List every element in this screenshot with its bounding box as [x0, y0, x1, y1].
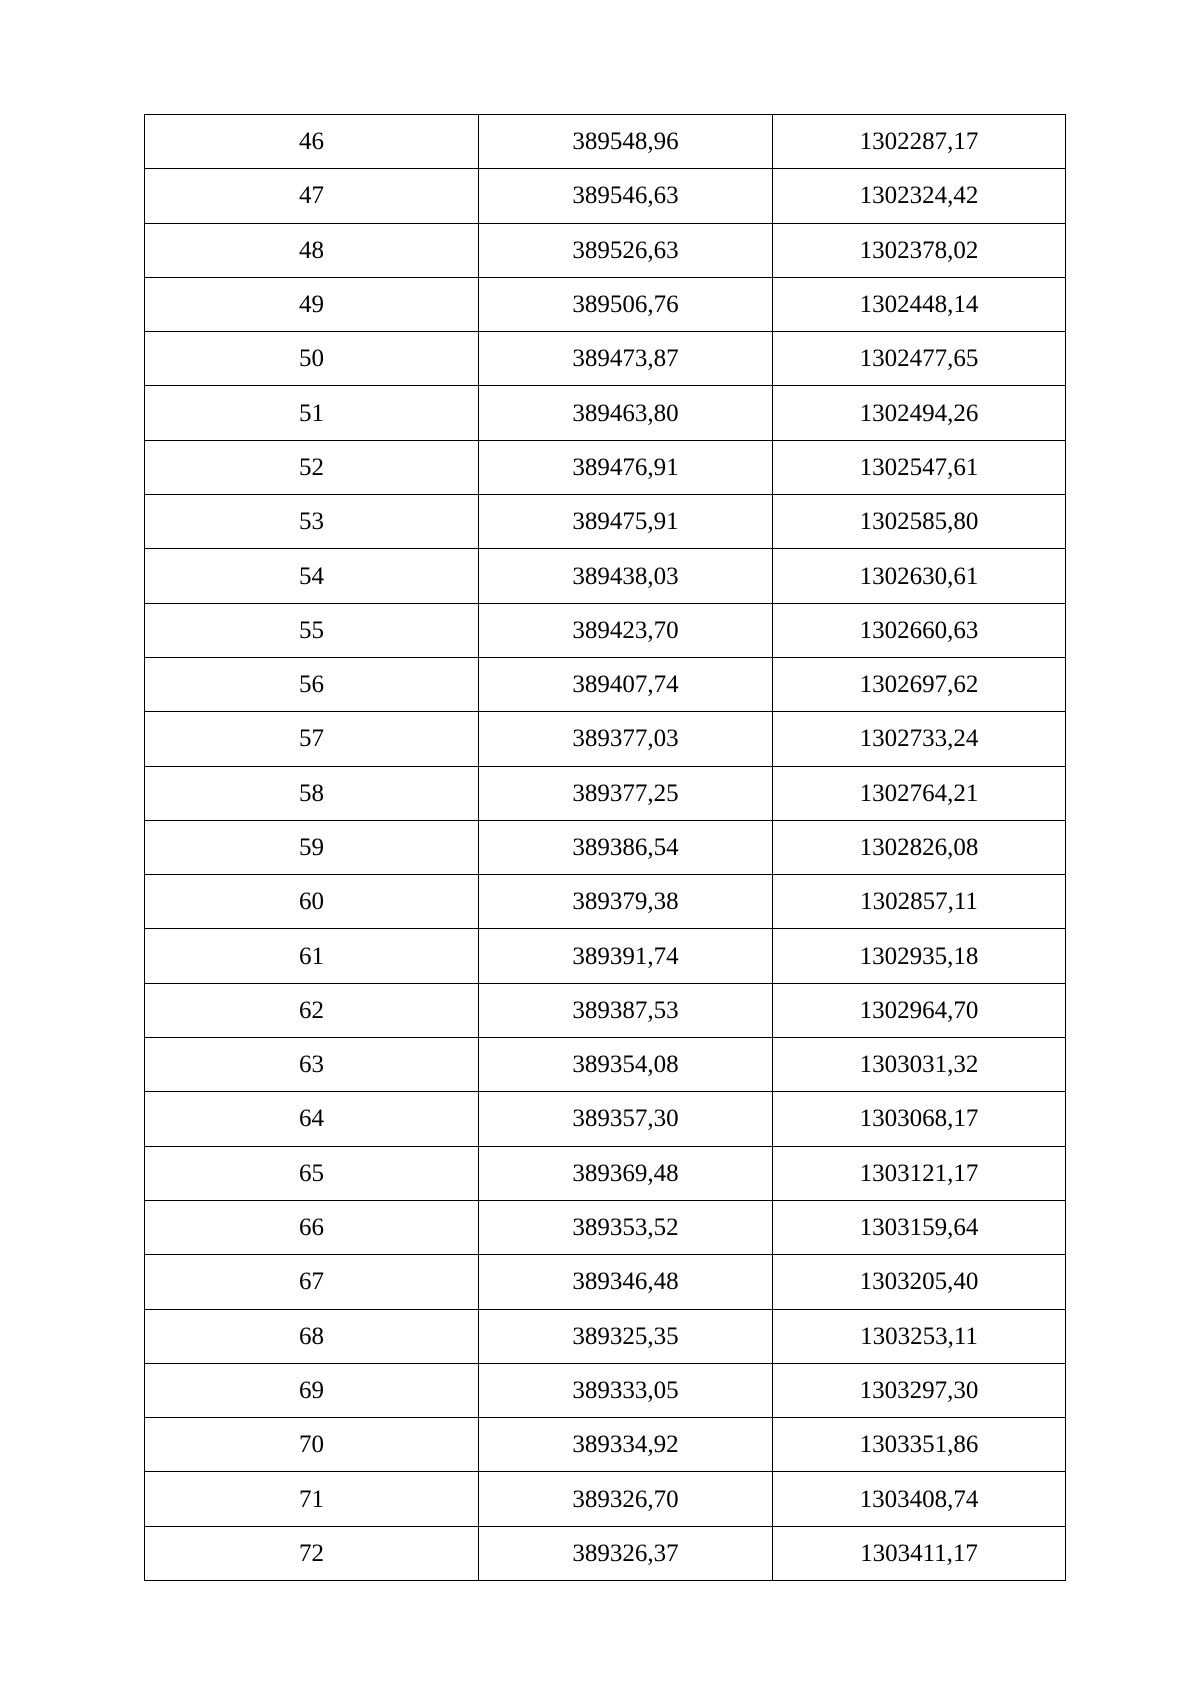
table-row — [145, 223, 1066, 277]
table-row — [145, 766, 1066, 820]
y-coordinate-cell: 1302448,14 — [773, 277, 1066, 331]
point-number-cell: 62 — [145, 983, 479, 1037]
coordinates-table-body — [145, 115, 1066, 1581]
point-number-cell: 72 — [145, 1526, 479, 1580]
x-coordinate-cell: 389377,03 — [479, 712, 773, 766]
y-coordinate-cell: 1302585,80 — [773, 495, 1066, 549]
x-coordinate-cell: 389369,48 — [479, 1146, 773, 1200]
y-coordinate-cell: 1302964,70 — [773, 983, 1066, 1037]
y-coordinate-cell: 1303159,64 — [773, 1200, 1066, 1254]
y-coordinate-cell: 1302660,63 — [773, 603, 1066, 657]
point-number-cell: 46 — [145, 115, 479, 169]
table-row — [145, 440, 1066, 494]
table-row — [145, 712, 1066, 766]
point-number-cell: 55 — [145, 603, 479, 657]
point-number-cell: 65 — [145, 1146, 479, 1200]
x-coordinate-cell: 389354,08 — [479, 1038, 773, 1092]
x-coordinate-cell: 389423,70 — [479, 603, 773, 657]
x-coordinate-cell: 389407,74 — [479, 657, 773, 711]
x-coordinate-cell: 389546,63 — [479, 169, 773, 223]
y-coordinate-cell: 1303205,40 — [773, 1255, 1066, 1309]
table-row — [145, 1472, 1066, 1526]
y-coordinate-cell: 1302477,65 — [773, 332, 1066, 386]
x-coordinate-cell: 389473,87 — [479, 332, 773, 386]
point-number-cell: 58 — [145, 766, 479, 820]
point-number-cell: 70 — [145, 1418, 479, 1472]
x-coordinate-cell: 389391,74 — [479, 929, 773, 983]
x-coordinate-cell: 389377,25 — [479, 766, 773, 820]
x-coordinate-cell: 389357,30 — [479, 1092, 773, 1146]
table-row — [145, 332, 1066, 386]
x-coordinate-cell: 389463,80 — [479, 386, 773, 440]
point-number-cell: 68 — [145, 1309, 479, 1363]
point-number-cell: 50 — [145, 332, 479, 386]
y-coordinate-cell: 1302287,17 — [773, 115, 1066, 169]
point-number-cell: 52 — [145, 440, 479, 494]
x-coordinate-cell: 389506,76 — [479, 277, 773, 331]
y-coordinate-cell: 1302764,21 — [773, 766, 1066, 820]
point-number-cell: 47 — [145, 169, 479, 223]
point-number-cell: 49 — [145, 277, 479, 331]
point-number-cell: 57 — [145, 712, 479, 766]
point-number-cell: 59 — [145, 820, 479, 874]
point-number-cell: 64 — [145, 1092, 479, 1146]
table-row — [145, 386, 1066, 440]
x-coordinate-cell: 389475,91 — [479, 495, 773, 549]
y-coordinate-cell: 1303068,17 — [773, 1092, 1066, 1146]
table-row — [145, 1363, 1066, 1417]
y-coordinate-cell: 1303411,17 — [773, 1526, 1066, 1580]
x-coordinate-cell: 389326,70 — [479, 1472, 773, 1526]
point-number-cell: 54 — [145, 549, 479, 603]
y-coordinate-cell: 1302935,18 — [773, 929, 1066, 983]
x-coordinate-cell: 389353,52 — [479, 1200, 773, 1254]
point-number-cell: 56 — [145, 657, 479, 711]
table-row — [145, 115, 1066, 169]
x-coordinate-cell: 389326,37 — [479, 1526, 773, 1580]
y-coordinate-cell: 1302630,61 — [773, 549, 1066, 603]
x-coordinate-cell: 389334,92 — [479, 1418, 773, 1472]
y-coordinate-cell: 1303408,74 — [773, 1472, 1066, 1526]
y-coordinate-cell: 1303031,32 — [773, 1038, 1066, 1092]
point-number-cell: 53 — [145, 495, 479, 549]
y-coordinate-cell: 1303351,86 — [773, 1418, 1066, 1472]
table-row — [145, 1092, 1066, 1146]
y-coordinate-cell: 1302378,02 — [773, 223, 1066, 277]
table-row — [145, 549, 1066, 603]
x-coordinate-cell: 389548,96 — [479, 115, 773, 169]
table-row — [145, 1038, 1066, 1092]
point-number-cell: 60 — [145, 875, 479, 929]
x-coordinate-cell: 389387,53 — [479, 983, 773, 1037]
point-number-cell: 66 — [145, 1200, 479, 1254]
table-row — [145, 875, 1066, 929]
y-coordinate-cell: 1303253,11 — [773, 1309, 1066, 1363]
table-row — [145, 169, 1066, 223]
point-number-cell: 61 — [145, 929, 479, 983]
x-coordinate-cell: 389526,63 — [479, 223, 773, 277]
y-coordinate-cell: 1302733,24 — [773, 712, 1066, 766]
x-coordinate-cell: 389379,38 — [479, 875, 773, 929]
x-coordinate-cell: 389346,48 — [479, 1255, 773, 1309]
table-row — [145, 495, 1066, 549]
y-coordinate-cell: 1302494,26 — [773, 386, 1066, 440]
y-coordinate-cell: 1302826,08 — [773, 820, 1066, 874]
x-coordinate-cell: 389476,91 — [479, 440, 773, 494]
y-coordinate-cell: 1303121,17 — [773, 1146, 1066, 1200]
x-coordinate-cell: 389333,05 — [479, 1363, 773, 1417]
x-coordinate-cell: 389325,35 — [479, 1309, 773, 1363]
x-coordinate-cell: 389386,54 — [479, 820, 773, 874]
point-number-cell: 71 — [145, 1472, 479, 1526]
table-row — [145, 1309, 1066, 1363]
table-row — [145, 603, 1066, 657]
point-number-cell: 51 — [145, 386, 479, 440]
table-row — [145, 929, 1066, 983]
table-row — [145, 983, 1066, 1037]
table-row — [145, 820, 1066, 874]
table-row — [145, 1146, 1066, 1200]
table-row — [145, 1526, 1066, 1580]
point-number-cell: 48 — [145, 223, 479, 277]
y-coordinate-cell: 1302547,61 — [773, 440, 1066, 494]
point-number-cell: 67 — [145, 1255, 479, 1309]
y-coordinate-cell: 1302857,11 — [773, 875, 1066, 929]
table-row — [145, 1255, 1066, 1309]
x-coordinate-cell: 389438,03 — [479, 549, 773, 603]
y-coordinate-cell: 1302697,62 — [773, 657, 1066, 711]
coordinates-table — [144, 114, 1066, 1581]
table-row — [145, 1418, 1066, 1472]
table-row — [145, 657, 1066, 711]
point-number-cell: 69 — [145, 1363, 479, 1417]
table-row — [145, 1200, 1066, 1254]
y-coordinate-cell: 1302324,42 — [773, 169, 1066, 223]
y-coordinate-cell: 1303297,30 — [773, 1363, 1066, 1417]
table-row — [145, 277, 1066, 331]
point-number-cell: 63 — [145, 1038, 479, 1092]
